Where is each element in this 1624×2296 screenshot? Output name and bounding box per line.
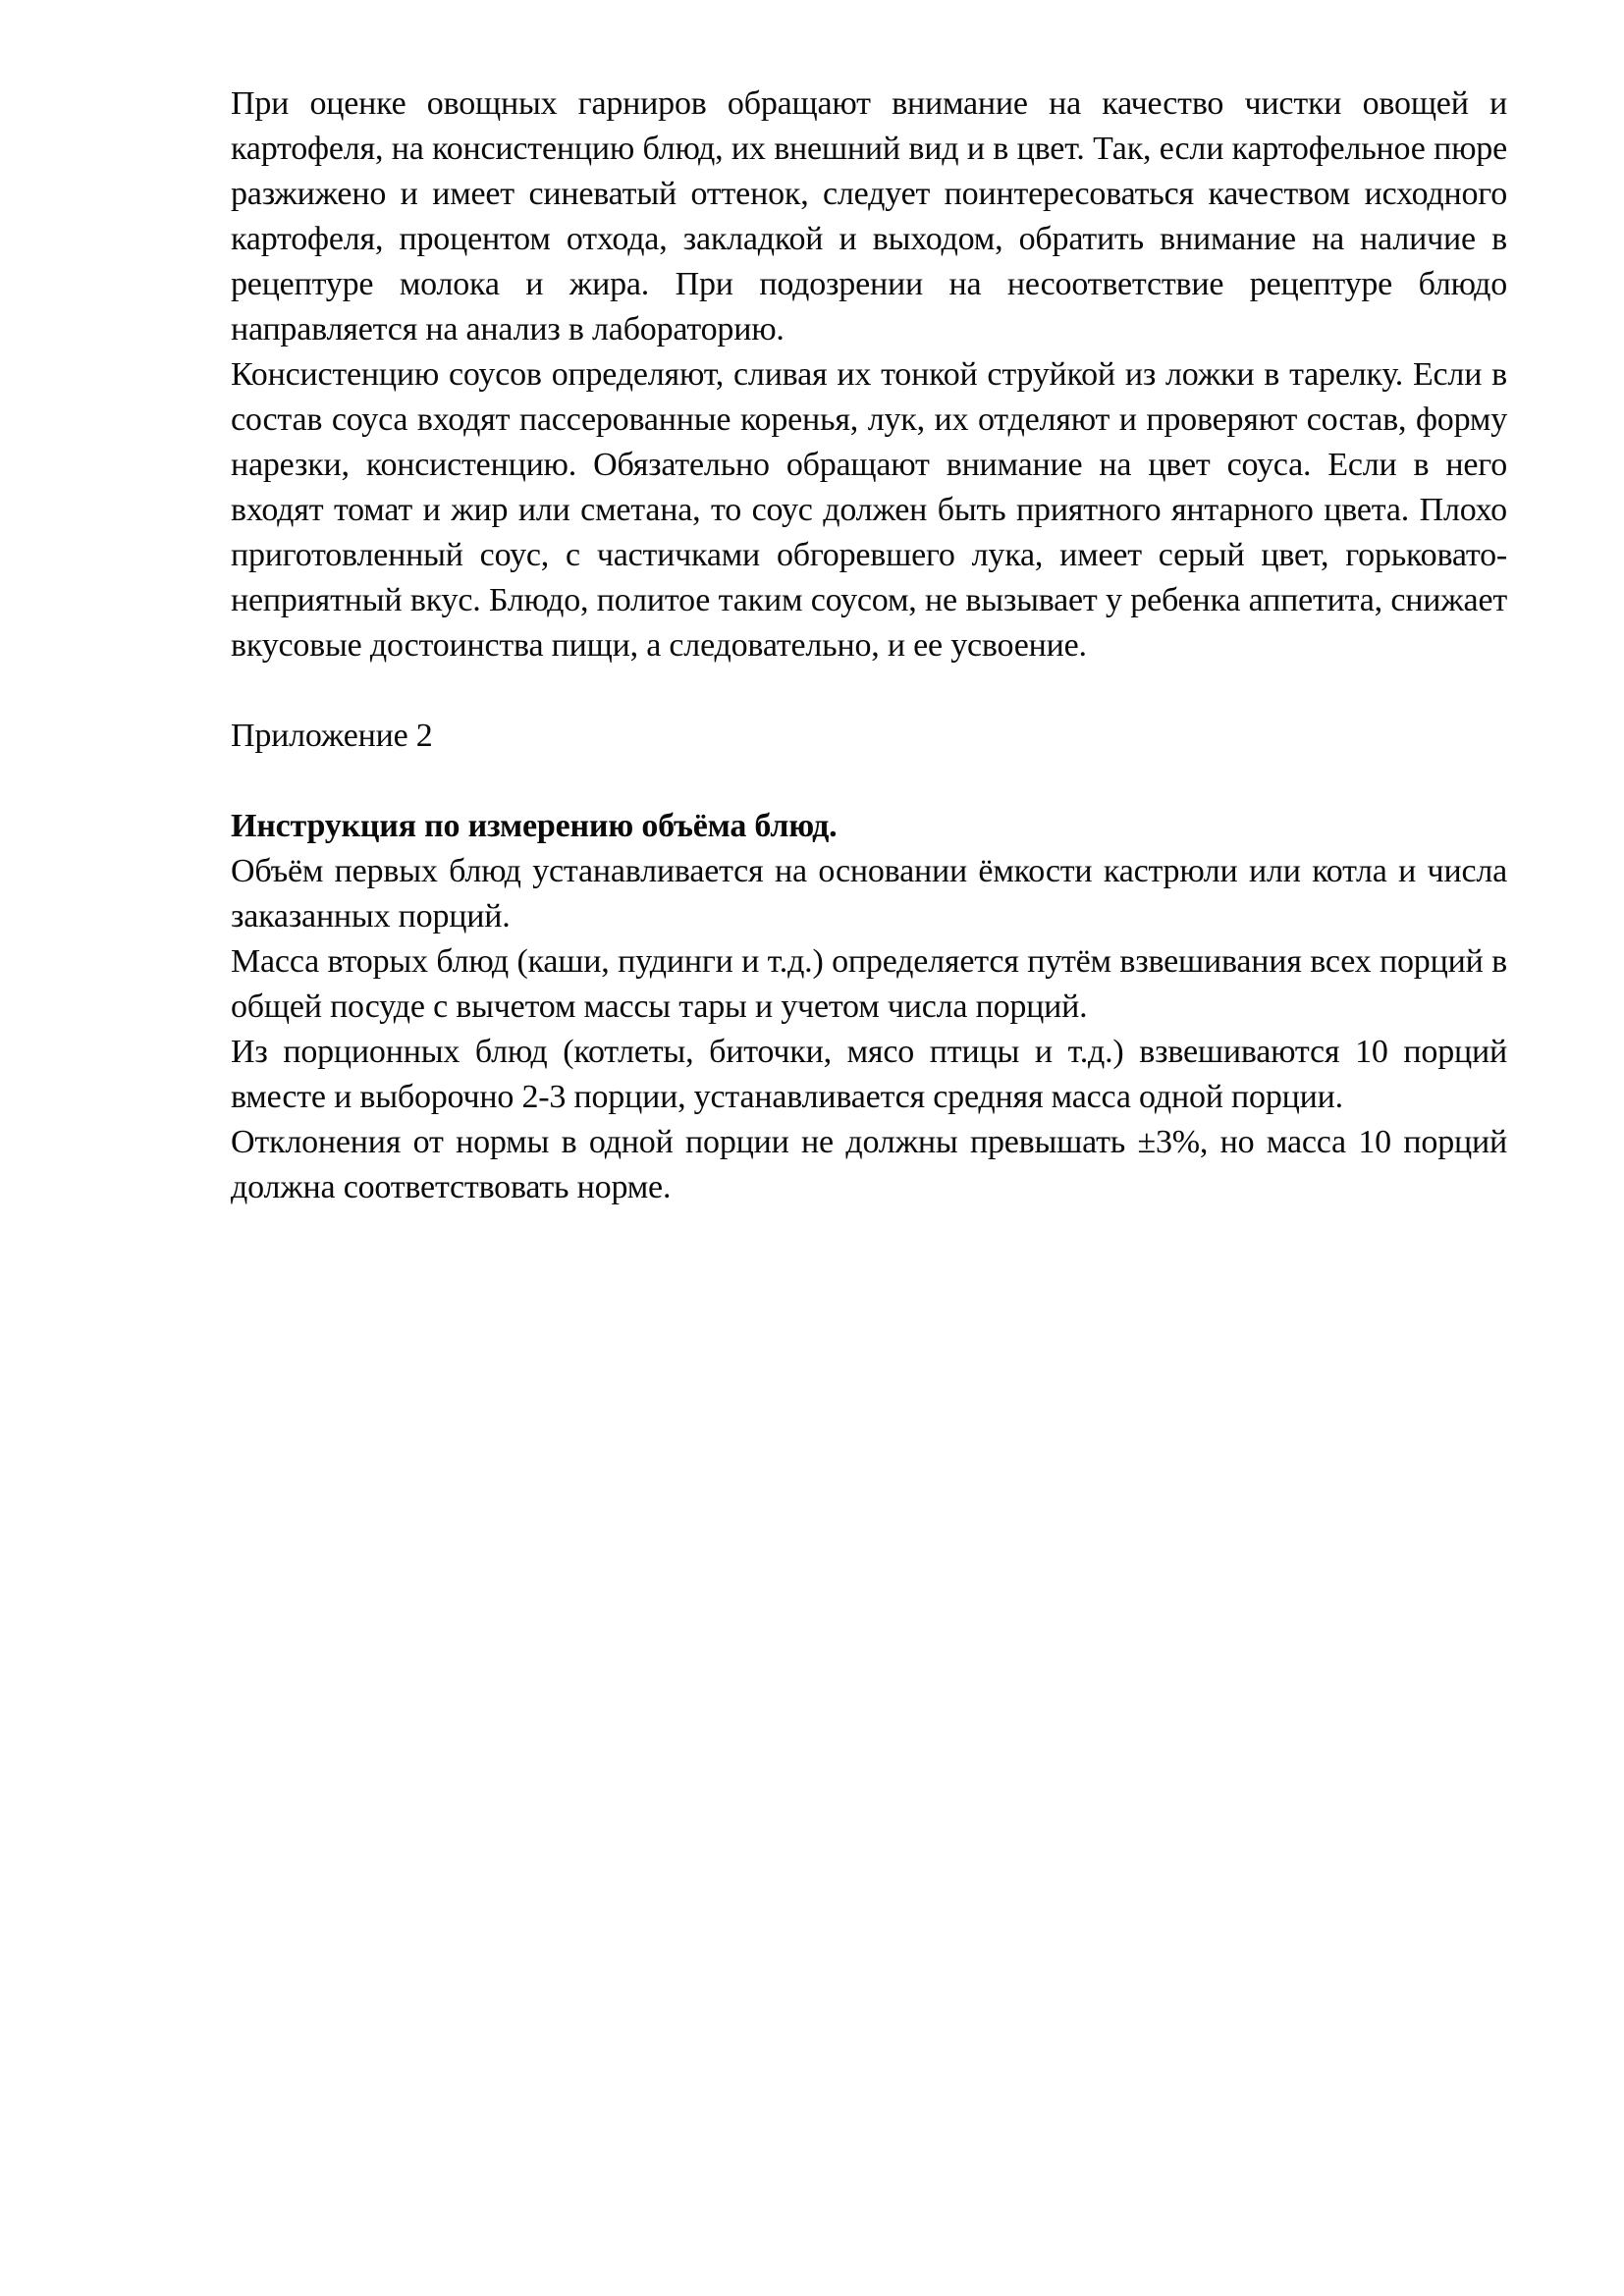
section-heading: Инструкция по измерению объёма блюд. xyxy=(231,808,838,844)
instruction-paragraph-4: Отклонения от нормы в одной порции не должны превышать ±3%, но масса 10 порций должна соответствовать норме. xyxy=(231,1124,1507,1205)
instruction-paragraph-3: Из порционных блюд (котлеты, биточки, мясо птицы и т.д.) взвешиваются 10 порций вместе и выборочно 2-3 порции, устанавливается средняя масса одной порции. xyxy=(231,1034,1507,1115)
document-text-block xyxy=(231,81,1507,1210)
appendix-label: Приложение 2 xyxy=(231,718,433,754)
body-paragraph-2: Консистенцию соусов определяют, сливая их тонкой струйкой из ложки в тарелку. Если в состав соуса входят пассерованные коренья, лук, их отделяют и проверяют состав, форму нарезки, консистенцию. Обязательно обращают внимание на цвет соуса. Если в него входят томат и жир или сметана, то соус должен быть приятного янтарного цвета. Плохо приготовленный соус, с частичками обгоревшего лука, имеет серый цвет, горьковато-неприятный вкус. Блюдо, политое таким соусом, не вызывает у ребенка аппетита, снижает вкусовые достоинства пищи, а следовательно, и ее усвоение. xyxy=(231,356,1507,664)
body-paragraph-1: При оценке овощных гарниров обращают внимание на качество чистки овощей и картофеля, на консистенцию блюд, их внешний вид и в цвет. Так, если картофельное пюре разжижено и имеет синеватый оттенок, следует поинтересоваться качеством исходного картофеля, процентом отхода, закладкой и выходом, обратить внимание на наличие в рецептуре молока и жира. При подозрении на несоответствие рецептуре блюдо направляется на анализ в лабораторию. xyxy=(231,85,1507,347)
instruction-paragraph-2: Масса вторых блюд (каши, пудинги и т.д.) определяется путём взвешивания всех порций в общей посуде с вычетом массы тары и учетом числа порций. xyxy=(231,943,1507,1025)
instruction-paragraph-1: Объём первых блюд устанавливается на основании ёмкости кастрюли или котла и числа заказанных порций. xyxy=(231,853,1507,934)
